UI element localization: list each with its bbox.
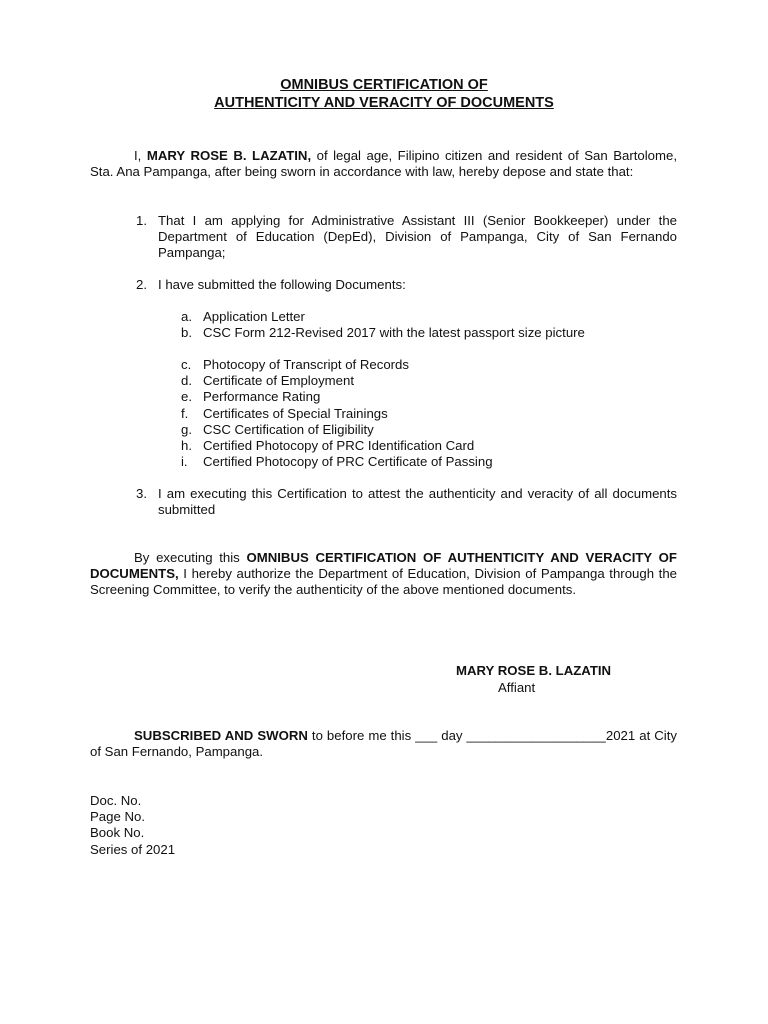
list-letter: d.: [181, 373, 192, 389]
book-no: Book No.: [90, 825, 145, 841]
list-letter: c.: [181, 357, 192, 372]
numbered-item-3: [136, 486, 677, 518]
documents-list-ab: [181, 309, 673, 341]
affiant-name-inline: MARY ROSE B. LAZATIN,: [146, 148, 312, 163]
jurat-text: to before me this ___ day ___________________2021 at City of San Fernando, Pampanga.: [90, 728, 677, 760]
jurat-bold: SUBSCRIBED AND SWORN: [134, 728, 308, 743]
intro-paragraph: [90, 148, 677, 180]
numbered-item-2: [136, 277, 677, 293]
list-item: [181, 325, 673, 341]
title-line-1: OMNIBUS CERTIFICATION OF: [280, 77, 488, 93]
list-text: CSC Form 212-Revised 2017 with the latest passport size picture: [203, 325, 585, 341]
signature-name: MARY ROSE B. LAZATIN: [456, 663, 612, 678]
list-text: Certified Photocopy of PRC Identification Card: [203, 437, 475, 453]
list-letter: a.: [181, 309, 192, 324]
notary-block: [90, 793, 175, 858]
list-text: Certificate of Employment: [203, 373, 354, 389]
list-item: [181, 421, 673, 438]
item-text: I have submitted the following Documents:: [158, 277, 406, 292]
list-letter: f.: [181, 405, 189, 421]
list-item: [181, 389, 673, 405]
list-item: [181, 454, 673, 470]
list-text: Performance Rating: [203, 389, 321, 405]
list-letter: h.: [181, 437, 192, 453]
list-item: [181, 309, 673, 325]
list-letter: i.: [181, 454, 188, 470]
closing-bold: OMNIBUS CERTIFICATION OF AUTHENTICITY AND VERACITY OF DOCUMENTS,: [90, 550, 677, 582]
list-text: Application Letter: [203, 309, 305, 324]
closing-paragraph: [90, 550, 677, 599]
intro-text: of legal age, Filipino citizen and resident of San Bartolome, Sta. Ana Pampanga, after being sworn in accordance with law, hereby depose and state that:: [90, 148, 677, 180]
list-text: Certificates of Special Trainings: [203, 405, 388, 421]
list-item: [181, 437, 673, 454]
list-item: [181, 357, 673, 373]
list-text: CSC Certification of Eligibility: [203, 421, 374, 437]
list-letter: e.: [181, 389, 192, 405]
intro-prefix: I,: [134, 148, 142, 163]
list-letter: b.: [181, 325, 192, 341]
signature-role: Affiant: [498, 680, 536, 695]
item-number: 3.: [136, 486, 147, 501]
item-text: I am executing this Certification to attest the authenticity and veracity of all documents submitted: [158, 486, 677, 518]
item-number: 1.: [136, 213, 147, 228]
list-item: [181, 405, 673, 422]
list-text: Photocopy of Transcript of Records: [203, 357, 409, 372]
page-no: Page No.: [90, 809, 145, 825]
list-text: Certified Photocopy of PRC Certificate of Passing: [203, 454, 493, 470]
list-letter: g.: [181, 421, 192, 437]
numbered-item-1: [136, 213, 677, 262]
item-text: That I am applying for Administrative Assistant III (Senior Bookkeeper) under the Department of Education (DepEd), Division of Pampanga, City of San Fernando Pampanga;: [158, 213, 677, 261]
doc-no: Doc. No.: [90, 793, 142, 808]
closing-prefix: By executing this: [134, 550, 240, 565]
closing-text: I hereby authorize the Department of Education, Division of Pampanga through the Screening Committee, to verify the authenticity of the above mentioned documents.: [90, 566, 677, 598]
title-line-2: AUTHENTICITY AND VERACITY OF DOCUMENTS: [214, 95, 554, 111]
series: Series of 2021: [90, 841, 176, 857]
documents-list-ci: [181, 357, 673, 470]
item-number: 2.: [136, 277, 147, 292]
jurat-paragraph: [90, 728, 677, 760]
list-item: [181, 373, 673, 389]
document-title: [0, 76, 768, 112]
